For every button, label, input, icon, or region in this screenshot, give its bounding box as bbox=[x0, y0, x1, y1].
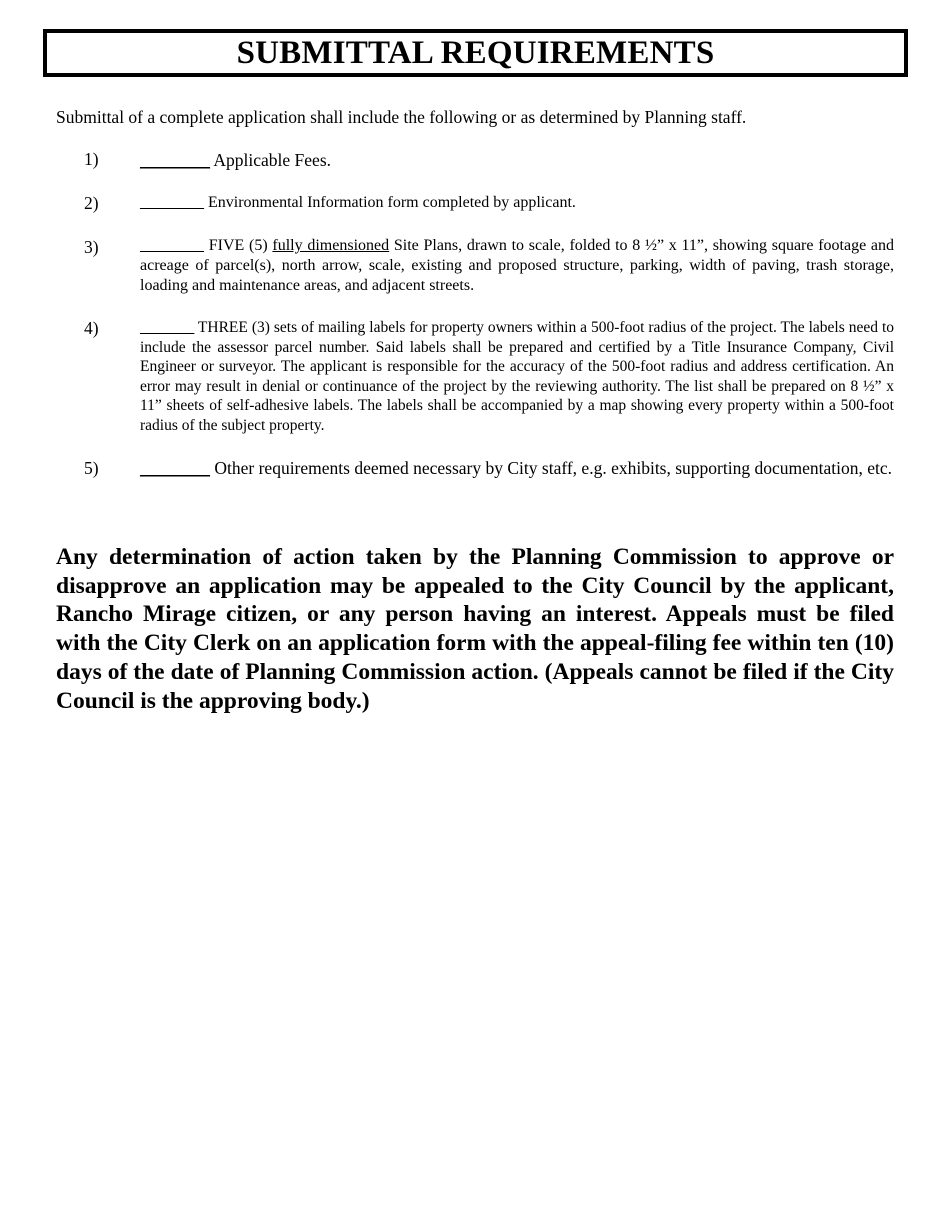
requirement-blank-2: ________ bbox=[140, 194, 204, 211]
requirement-text-4: THREE (3) sets of mailing labels for property owners within a 500-foot radius of the project. The labels need to include the assessor parcel number. Said labels shall be prepared and certified by a Title Insurance Company, Civil Engineer or surveyor. The applicant is responsible for the accuracy of the 500-foot radius and address certification. An error may result in denial or continuance of the project by the reviewing authority. The list shall be prepared on 8 ½” x 11” sheets of self-adhesive labels. The labels shall be accompanied by a map showing every property within a 500-foot radius of the subject property. bbox=[140, 319, 894, 434]
requirement-2 bbox=[140, 193, 894, 213]
requirement-3 bbox=[140, 236, 894, 296]
requirement-number-2: 2) bbox=[84, 193, 99, 213]
requirement-blank-5: ________ bbox=[140, 458, 210, 478]
requirement-1 bbox=[140, 149, 894, 171]
requirement-5 bbox=[140, 457, 894, 479]
requirement-blank-4: _______ bbox=[140, 319, 195, 336]
requirement-text-3a: FIVE (5) bbox=[204, 237, 273, 254]
requirement-text-3b: Site Plans, drawn to scale, folded to 8 ½” x 11”, showing square footage and acreage of parcel(s), north arrow, scale, existing and proposed structure, parking, width of paving, trash storage, loading and maintenance areas, and adjacent streets. bbox=[140, 237, 895, 294]
requirement-4 bbox=[140, 318, 894, 435]
appeal-notice: Any determination of action taken by the Planning Commission to approve or disapprove an application may be appealed to the City Council by the applicant, Rancho Mirage citizen, or any person having an interest. Appeals must be filed with the City Clerk on an application form with the appeal-filing fee within ten (10) days of the date of Planning Commission action. (Appeals cannot be filed if the City Council is the approving body.) bbox=[56, 544, 894, 714]
intro-text: Submittal of a complete application shall include the following or as determined by Planning staff. bbox=[56, 107, 747, 127]
requirement-number-3: 3) bbox=[84, 237, 99, 257]
requirement-text-5: Other requirements deemed necessary by City staff, e.g. exhibits, supporting documentation, etc. bbox=[210, 458, 892, 478]
requirement-blank-1: ________ bbox=[140, 150, 210, 170]
requirement-blank-3: ________ bbox=[140, 237, 204, 254]
requirement-number-1: 1) bbox=[84, 149, 99, 169]
page-title: SUBMITTAL REQUIREMENTS bbox=[236, 34, 715, 71]
requirement-number-5: 5) bbox=[84, 458, 99, 478]
requirement-text-1: Applicable Fees. bbox=[210, 150, 332, 170]
requirement-text-2: Environmental Information form completed by applicant. bbox=[204, 194, 576, 211]
requirement-emphasis-3: fully dimensioned bbox=[272, 237, 390, 254]
title-box bbox=[43, 29, 908, 77]
requirement-number-4: 4) bbox=[84, 318, 99, 338]
